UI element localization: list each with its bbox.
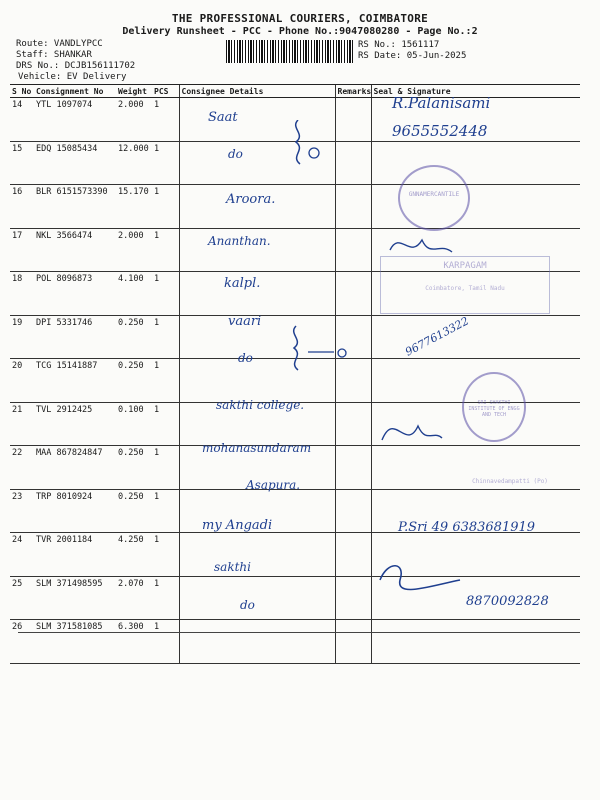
handwritten-consignee: do [240, 598, 255, 612]
cell-consignment-no: EDQ 15085434 [34, 141, 116, 185]
cell-pcs: 1 [152, 272, 179, 316]
cell-pcs: 1 [152, 446, 179, 490]
cell-seal [371, 620, 580, 664]
cell-pcs: 1 [152, 98, 179, 142]
handwritten-consignee: sakthi college. [216, 398, 305, 412]
handwritten-consignee: do [228, 147, 243, 161]
cell-sno: 17 [10, 228, 34, 272]
cell-consignee [179, 620, 335, 664]
company-stamp: GNNAMERCANTILE [398, 165, 470, 231]
document-subtitle: Delivery Runsheet - PCC - Phone No.:9047080280 - Page No.:2 [122, 26, 478, 37]
route-label: Route: VANDLYPCC [16, 39, 103, 49]
phone-row-14: 9655552448 [392, 122, 488, 140]
cell-sno: 24 [10, 533, 34, 577]
phone-row-26: 8870092828 [466, 594, 549, 609]
handwritten-consignee: Saat [208, 110, 238, 125]
cell-consignment-no: TVR 2001184 [34, 533, 116, 577]
cell-sno: 20 [10, 359, 34, 403]
cell-sno: 25 [10, 576, 34, 620]
phone-row-20: 9677613322 [403, 314, 471, 359]
cell-consignment-no: YTL 1097074 [34, 98, 116, 142]
cell-pcs: 1 [152, 576, 179, 620]
cell-weight: 0.250 [116, 359, 152, 403]
cell-weight: 0.250 [116, 315, 152, 359]
rs-number: RS No.: 1561117 [358, 40, 440, 50]
col-header-consignment: Consignment No [34, 85, 116, 98]
cell-weight: 15.170 [116, 185, 152, 229]
ditto-marks [280, 120, 360, 580]
cell-weight: 0.250 [116, 489, 152, 533]
cell-consignment-no: DPI 5331746 [34, 315, 116, 359]
cell-consignment-no: BLR 6151573390 [34, 185, 116, 229]
table-row [10, 620, 580, 664]
cell-weight: 0.100 [116, 402, 152, 446]
cell-sno: 26 [10, 620, 34, 664]
cell-consignment-no: NKL 3566474 [34, 228, 116, 272]
cell-pcs: 1 [152, 228, 179, 272]
cell-remarks [335, 620, 371, 664]
document-title: THE PROFESSIONAL COURIERS, COIMBATORE [171, 12, 429, 25]
barcode [226, 40, 353, 63]
address-stamp: Chinnavedampatti (Po) [472, 478, 548, 485]
cell-weight: 0.250 [116, 446, 152, 490]
cell-pcs: 1 [152, 185, 179, 229]
handwritten-consignee: vaari [228, 314, 262, 329]
vehicle-label: Vehicle: EV Delivery [18, 72, 127, 82]
handwritten-consignee: sakthi [214, 560, 251, 574]
col-header-consignee: Consignee Details [179, 85, 335, 98]
rectangular-stamp: KARPAGAM Coimbatore, Tamil Nadu [380, 256, 550, 314]
cell-sno: 18 [10, 272, 34, 316]
handwritten-consignee: Ananthan. [208, 234, 271, 248]
cell-remarks [335, 576, 371, 620]
cell-consignment-no: POL 8096873 [34, 272, 116, 316]
cell-pcs: 1 [152, 141, 179, 185]
handwritten-consignee: mohanasundaram [202, 441, 312, 455]
cell-consignment-no: MAA 867824847 [34, 446, 116, 490]
cell-pcs: 1 [152, 489, 179, 533]
cell-sno: 15 [10, 141, 34, 185]
cell-weight: 12.000 [116, 141, 152, 185]
staff-label: Staff: SHANKAR [16, 50, 92, 60]
col-header-weight: Weight [116, 85, 152, 98]
cell-weight: 4.100 [116, 272, 152, 316]
cell-weight: 4.250 [116, 533, 152, 577]
rs-date: RS Date: 05-Jun-2025 [358, 51, 467, 61]
cell-pcs: 1 [152, 359, 179, 403]
cell-sno: 21 [10, 402, 34, 446]
signature-row-24: P.Sri 49 6383681919 [398, 520, 536, 535]
col-header-pcs: PCS [152, 85, 179, 98]
cell-sno: 19 [10, 315, 34, 359]
table-bottom-rule [18, 632, 580, 633]
cell-sno: 22 [10, 446, 34, 490]
handwritten-consignee: Asapura. [246, 478, 301, 492]
cell-sno: 16 [10, 185, 34, 229]
drs-label: DRS No.: DCJB156111702 [16, 61, 136, 71]
cell-pcs: 1 [152, 402, 179, 446]
cell-consignment-no: TRP 8010924 [34, 489, 116, 533]
table-header-row [10, 85, 580, 98]
institute-stamp: SRI SHAKTHI INSTITUTE OF ENGG AND TECH [462, 372, 526, 442]
cell-consignment-no: SLM 371581085 [34, 620, 116, 664]
cell-sno: 14 [10, 98, 34, 142]
handwritten-consignee: do [238, 351, 253, 365]
cell-pcs: 1 [152, 533, 179, 577]
cell-consignment-no: SLM 371498595 [34, 576, 116, 620]
col-header-remarks: Remarks [335, 85, 371, 98]
cell-weight: 2.070 [116, 576, 152, 620]
signature-row-14: R.Palanisami [392, 94, 491, 112]
cell-sno: 23 [10, 489, 34, 533]
cell-consignment-no: TCG 15141887 [34, 359, 116, 403]
cell-consignee [179, 576, 335, 620]
cell-pcs: 1 [152, 620, 179, 664]
col-header-seal: Seal & Signature [371, 85, 580, 98]
handwritten-consignee: Aroora. [226, 192, 276, 207]
cell-weight: 2.000 [116, 228, 152, 272]
cell-seal [371, 141, 580, 185]
cell-weight: 2.000 [116, 98, 152, 142]
handwritten-consignee: my Angadi [202, 518, 273, 533]
cell-consignment-no: TVL 2912425 [34, 402, 116, 446]
cell-weight: 6.300 [116, 620, 152, 664]
cell-pcs: 1 [152, 315, 179, 359]
col-header-sno: S No [10, 85, 34, 98]
handwritten-consignee: kalpl. [224, 276, 261, 291]
